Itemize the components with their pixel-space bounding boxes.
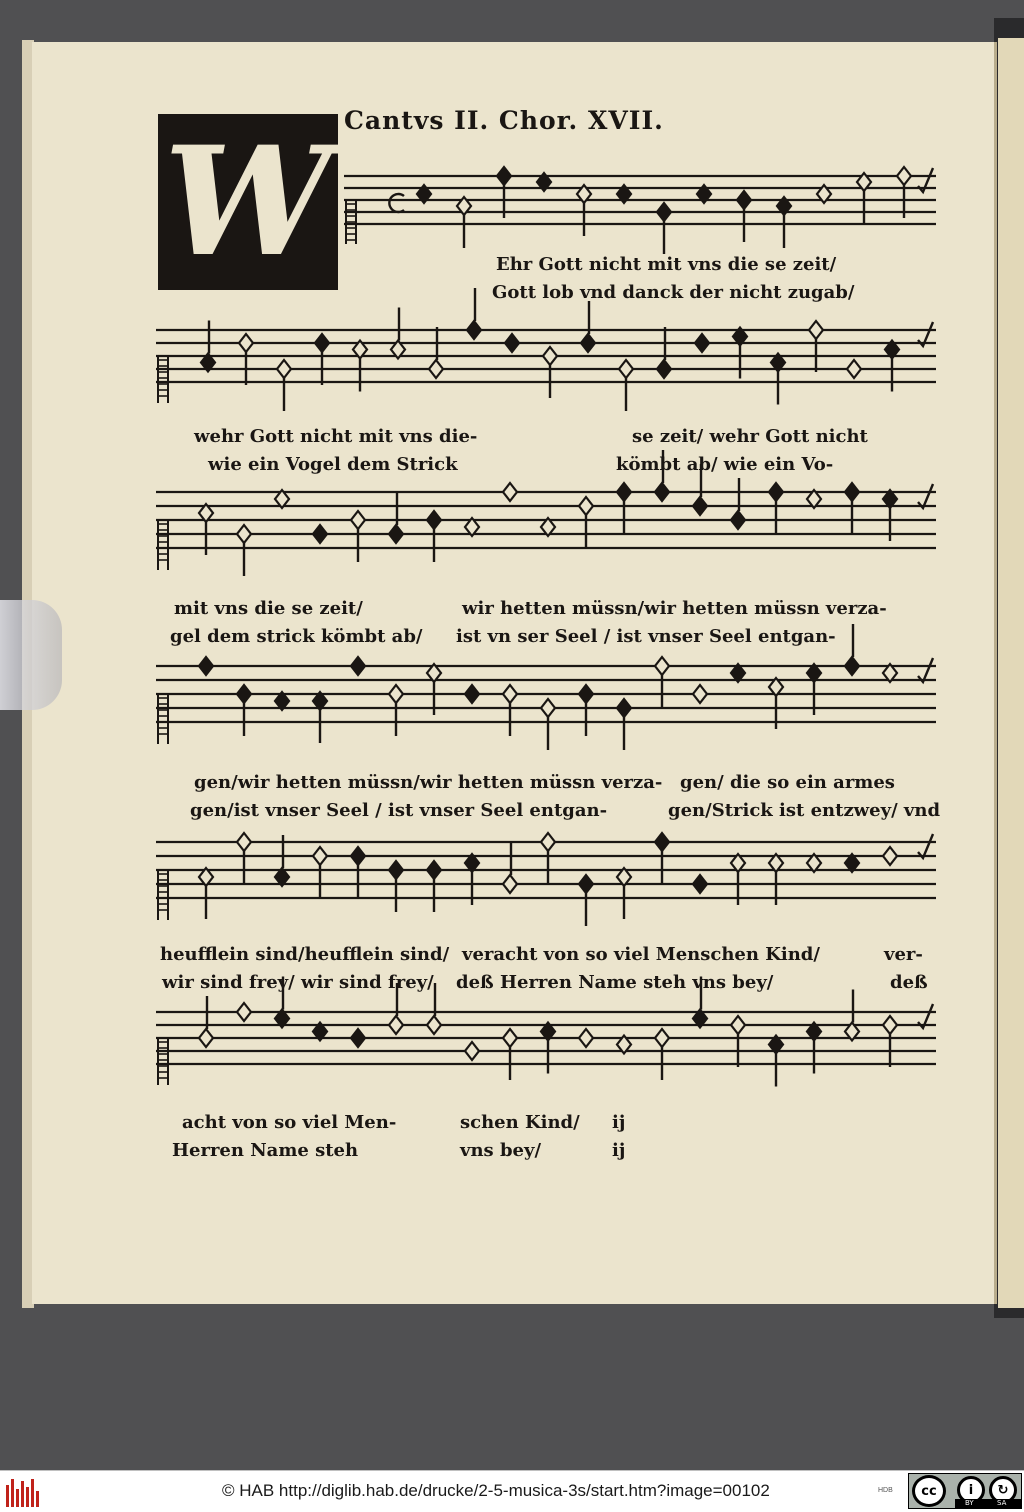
music-note [883, 1016, 897, 1067]
music-note [503, 685, 517, 736]
music-staff [156, 288, 936, 411]
clef-icon [158, 870, 168, 920]
music-note [617, 699, 631, 750]
music-note [809, 321, 823, 372]
music-note [503, 483, 517, 501]
music-note [655, 1029, 669, 1080]
music-note [351, 511, 365, 562]
music-note [543, 347, 557, 398]
lyric-line: ist vn ser Seel / ist vnser Seel entgan- [456, 626, 836, 647]
cc-icon: cc [912, 1475, 946, 1507]
music-note [807, 1023, 821, 1074]
clef-icon [346, 200, 356, 244]
lyric-line: gen/Strick ist entzwey/ vnd [668, 800, 941, 821]
music-note [731, 1016, 745, 1067]
lyric-line: acht von so viel Men- [182, 1112, 397, 1133]
music-note [237, 525, 251, 576]
music-note [351, 657, 365, 675]
music-note [351, 847, 365, 898]
music-note [897, 167, 911, 218]
music-note [733, 328, 747, 379]
music-note [429, 327, 443, 378]
lyric-line: vns bey/ [460, 1140, 542, 1161]
attribution-icon: i [957, 1476, 985, 1504]
clef-icon [158, 694, 168, 744]
music-note [313, 692, 327, 743]
music-note [541, 833, 555, 884]
lyric-line: mit vns die se zeit/ [174, 598, 363, 619]
music-note [737, 191, 751, 242]
music-note [427, 861, 441, 912]
music-note [579, 685, 593, 736]
music-note [199, 657, 213, 675]
music-note [883, 847, 897, 865]
music-staff [344, 167, 936, 254]
music-note [457, 197, 471, 248]
lyric-line: kömbt ab/ wie ein Vo- [616, 454, 834, 475]
license-terms: BY SA [955, 1499, 1021, 1508]
lyric-line: schen Kind/ [460, 1112, 580, 1133]
music-note [617, 483, 631, 534]
music-note [503, 842, 517, 893]
music-note [579, 1029, 593, 1047]
music-note [467, 288, 481, 339]
hab-logo-icon [6, 1477, 40, 1507]
music-note [199, 996, 213, 1047]
custos-mark [918, 484, 933, 508]
custos-mark [918, 658, 933, 682]
music-staff [156, 977, 936, 1087]
music-note [619, 360, 633, 411]
lyric-line: heufflein sind/heufflein sind/ [160, 944, 450, 965]
clef-icon [158, 520, 168, 570]
music-note [237, 685, 251, 736]
music-note [389, 685, 403, 736]
music-note [199, 868, 213, 919]
clef-icon [158, 1038, 168, 1085]
music-note [465, 1042, 479, 1060]
meter-sign-icon [389, 194, 404, 212]
music-note [769, 483, 783, 534]
viewer-footer [0, 1470, 1024, 1512]
page-title: Cantvs II. Chor. XVII. [344, 106, 664, 135]
music-note [845, 990, 859, 1041]
music-note [503, 1029, 517, 1080]
lyric-line: wehr Gott nicht mit vns die- [194, 426, 478, 447]
music-note [313, 525, 327, 543]
music-note [657, 327, 671, 378]
music-note [655, 657, 669, 708]
lyric-line: gen/ die so ein armes [680, 772, 895, 793]
lyric-line: gel dem strick kömbt ab/ [170, 626, 423, 647]
music-note [239, 334, 253, 385]
lyric-line: gen/wir hetten müssn/wir hetten müssn verza- [194, 772, 663, 793]
music-note [497, 167, 511, 218]
music-note [237, 833, 251, 884]
music-note [579, 497, 593, 548]
music-note [857, 173, 871, 224]
music-note [693, 875, 707, 893]
music-note [465, 685, 479, 703]
lyric-line: Herren Name steh [172, 1140, 359, 1161]
music-note [237, 1003, 251, 1021]
music-note [351, 1029, 365, 1047]
music-note [315, 334, 329, 385]
music-note [655, 833, 669, 884]
music-note [617, 868, 631, 919]
music-note [313, 847, 327, 898]
lyric-line: wie ein Vogel dem Strick [208, 454, 458, 475]
custos-mark [918, 834, 933, 858]
music-note [657, 203, 671, 254]
music-note [505, 334, 519, 352]
lyric-line: ij [612, 1112, 626, 1133]
music-staff [156, 833, 936, 926]
music-note [427, 511, 441, 562]
music-note [581, 301, 595, 352]
music-note [541, 1023, 555, 1074]
lyric-line: ij [612, 1140, 626, 1161]
music-note [277, 360, 291, 411]
source-citation[interactable]: © HAB http://diglib.hab.de/drucke/2-5-musica-3s/start.htm?image=00102 [222, 1481, 770, 1500]
music-note [389, 861, 403, 912]
share-alike-icon: ↻ [989, 1476, 1017, 1504]
decorated-initial: W [158, 114, 338, 290]
music-note [731, 478, 745, 529]
music-note [885, 341, 899, 392]
music-note [847, 360, 861, 378]
music-note [769, 1036, 783, 1087]
license-badge[interactable] [908, 1473, 1022, 1509]
music-note [579, 875, 593, 926]
lyric-line: Ehr Gott nicht mit vns die se zeit/ [496, 254, 837, 275]
lyric-line: ver- [884, 944, 923, 965]
lyric-line: deß Herren Name steh vns bey/ [456, 972, 774, 993]
music-note [845, 624, 859, 675]
music-note [777, 197, 791, 248]
music-note [693, 685, 707, 703]
lyric-line: wir hetten müssn/wir hetten müssn verza- [462, 598, 887, 619]
library-mark: HDB [878, 1487, 893, 1494]
music-note [695, 334, 709, 352]
music-note [577, 185, 591, 236]
lyric-line: se zeit/ wehr Gott nicht [632, 426, 868, 447]
music-note [389, 492, 403, 543]
music-note [541, 699, 555, 750]
music-note [201, 321, 215, 372]
music-note [391, 308, 405, 359]
lyric-line: deß [890, 972, 928, 993]
lyric-line: wir sind frey/ wir sind frey/ [162, 972, 434, 993]
lyric-line: veracht von so viel Menschen Kind/ [462, 944, 820, 965]
clef-icon [158, 356, 168, 403]
lyric-line: Gott lob vnd danck der nicht zugab/ [492, 282, 855, 303]
music-note [771, 354, 785, 405]
lyric-line: gen/ist vnser Seel / ist vnser Seel entgan- [190, 800, 608, 821]
music-note [353, 341, 367, 392]
music-note [845, 483, 859, 534]
